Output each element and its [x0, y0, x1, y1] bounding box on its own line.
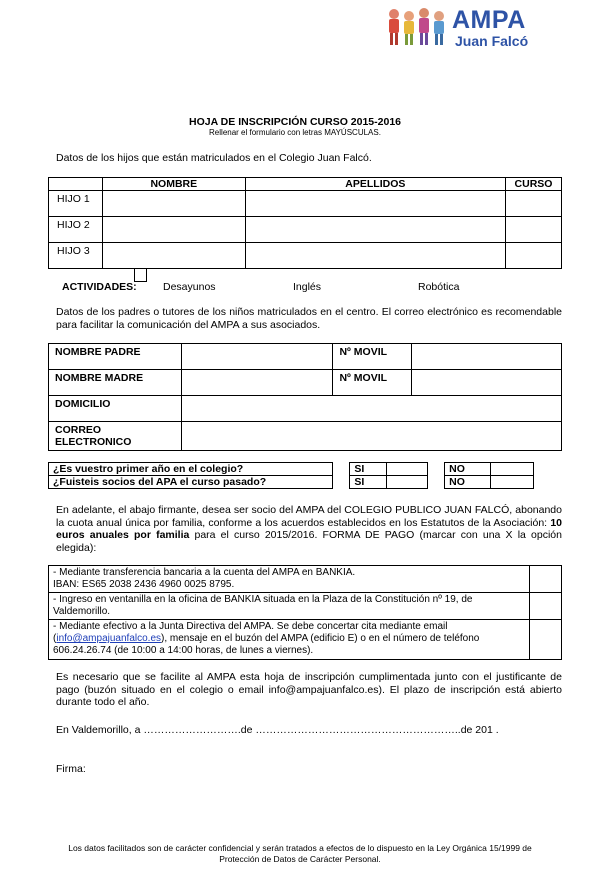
- table-row: [49, 593, 562, 620]
- answer-yes-box[interactable]: [387, 463, 428, 476]
- logo-title: AMPA: [452, 6, 526, 34]
- nombre-padre-label: NOMBRE PADRE: [49, 344, 182, 370]
- table-row: [49, 191, 562, 217]
- answer-yes-box[interactable]: [387, 476, 428, 489]
- payment-counter-check[interactable]: [530, 593, 562, 620]
- form-subtitle: Rellenar el formulario con letras MAYÚSCULAS.: [209, 128, 381, 137]
- table-row: [49, 396, 562, 422]
- form-title: HOJA DE INSCRIPCIÓN CURSO 2015-2016: [188, 116, 401, 128]
- payment-option-transfer: [49, 566, 530, 593]
- child2-apellidos-field[interactable]: [245, 217, 505, 243]
- submission-notice: Es necesario que se facilite al AMPA esta hoja de inscripción cumplimentada junto con el justificante de pago (buzón situado en el colegio o email info@ampajuanfalco.es). El plazo de inscripción está abierto durante todo el año.: [56, 671, 562, 708]
- parents-table: [48, 343, 562, 451]
- movil-madre-field[interactable]: [412, 370, 562, 396]
- movil-padre-label: Nº MOVIL: [333, 344, 412, 370]
- child1-curso-field[interactable]: [506, 191, 562, 217]
- child3-nombre-field[interactable]: [102, 243, 245, 269]
- payment-transfer-check[interactable]: [530, 566, 562, 593]
- table-row: [49, 476, 534, 489]
- children-header-apellidos: APELLIDOS: [245, 178, 505, 191]
- table-row: [49, 243, 562, 269]
- child3-curso-field[interactable]: [506, 243, 562, 269]
- child3-apellidos-field[interactable]: [245, 243, 505, 269]
- child2-nombre-field[interactable]: [102, 217, 245, 243]
- correo-label-line2: ELECTRONICO: [55, 436, 132, 448]
- table-row: [49, 463, 534, 476]
- table-row: [49, 566, 562, 593]
- activity-ingles[interactable]: Inglés: [293, 281, 322, 293]
- questions-table: [48, 462, 534, 489]
- table-row: [49, 422, 562, 451]
- children-header-curso: CURSO: [506, 178, 562, 191]
- spacer: [333, 476, 350, 489]
- privacy-footer: Los datos facilitados son de carácter confidencial y serán tratados a efectos de lo dispuesto en la Ley Orgánica 15/1999 de Protección de Datos de Carácter Personal.: [68, 843, 532, 864]
- signature-label: Firma:: [56, 763, 86, 775]
- table-row: [49, 370, 562, 396]
- membership-fee: 10 euros anuales por familia: [56, 516, 562, 541]
- payment-table: [48, 565, 562, 660]
- child1-apellidos-field[interactable]: [245, 191, 505, 217]
- child1-nombre-field[interactable]: [102, 191, 245, 217]
- question-prev-member: ¿Fuisteis socios del APA el curso pasado?: [49, 476, 333, 489]
- movil-padre-field[interactable]: [412, 344, 562, 370]
- domicilio-field[interactable]: [181, 396, 561, 422]
- children-table: [48, 177, 562, 269]
- spacer: [428, 463, 445, 476]
- domicilio-label: DOMICILIO: [49, 396, 182, 422]
- answer-yes-label: SI: [350, 476, 387, 489]
- child-row-label: HIJO 1: [49, 191, 103, 217]
- membership-text-a: En adelante, el abajo firmante, desea ser socio del AMPA del COLEGIO PUBLICO JUAN FALCÓ, abonando la cuota anual única por familia, conforme a los acuerdos establecidos en los Estatutos de la Asociación:: [56, 504, 562, 529]
- nombre-madre-field[interactable]: [181, 370, 333, 396]
- membership-text-b: para el curso 2015/2016. FORMA DE PAGO (marcar con una X la opción elegida):: [56, 529, 562, 554]
- answer-no-box[interactable]: [491, 463, 534, 476]
- activities-label: ACTIVIDADES:: [62, 281, 137, 293]
- child2-curso-field[interactable]: [506, 217, 562, 243]
- table-row: [49, 344, 562, 370]
- movil-madre-label: Nº MOVIL: [333, 370, 412, 396]
- answer-yes-label: SI: [350, 463, 387, 476]
- correo-field[interactable]: [181, 422, 561, 451]
- nombre-madre-label: NOMBRE MADRE: [49, 370, 182, 396]
- nombre-padre-field[interactable]: [181, 344, 333, 370]
- payment-option-counter: - Ingreso en ventanilla en la oficina de BANKIA situada en la Plaza de la Constitución nº 19, de Valdemorillo.: [49, 593, 530, 620]
- date-line: En Valdemorillo, a ……………………….de …………………………………………………..de 201 .: [56, 724, 499, 736]
- payment-option-cash-b: ), mensaje en el buzón del AMPA (edificio E) o en el número de teléfono 606.24.26.74 (de 10:00 a 14:00 horas, de lunes a viernes).: [53, 633, 480, 656]
- payment-option-transfer-line1: - Mediante transferencia bancaria a la cuenta del AMPA en BANKIA.: [53, 567, 356, 578]
- answer-no-label: NO: [445, 463, 491, 476]
- answer-no-box[interactable]: [491, 476, 534, 489]
- activity-desayunos[interactable]: Desayunos: [163, 281, 216, 293]
- membership-text: [56, 504, 562, 554]
- activity-checkbox[interactable]: [134, 268, 147, 282]
- parents-intro: Datos de los padres o tutores de los niños matriculados en el centro. El correo electrónico es recomendable para facilitar la comunicación del AMPA a sus asociados.: [56, 306, 562, 331]
- activity-robotica[interactable]: Robótica: [418, 281, 460, 293]
- table-row: [49, 217, 562, 243]
- payment-cash-check[interactable]: [530, 620, 562, 660]
- child-row-label: HIJO 2: [49, 217, 103, 243]
- spacer: [333, 463, 350, 476]
- payment-iban: IBAN: ES65 2038 2436 4960 0025 8795.: [53, 579, 235, 590]
- table-row: [49, 620, 562, 660]
- children-header-nombre: NOMBRE: [102, 178, 245, 191]
- question-first-year: ¿Es vuestro primer año en el colegio?: [49, 463, 333, 476]
- correo-label: [49, 422, 182, 451]
- children-intro: Datos de los hijos que están matriculados en el Colegio Juan Falcó.: [56, 152, 372, 164]
- children-header-row: [49, 178, 562, 191]
- email-link[interactable]: info@ampajuanfalco.es: [56, 633, 162, 644]
- answer-no-label: NO: [445, 476, 491, 489]
- logo-subtitle: Juan Falcó: [455, 33, 529, 49]
- spacer: [428, 476, 445, 489]
- child-row-label: HIJO 3: [49, 243, 103, 269]
- correo-label-line1: CORREO: [55, 424, 102, 436]
- payment-option-cash: [49, 620, 530, 660]
- children-header-empty: [49, 178, 103, 191]
- payment-option-cash-a: - Mediante efectivo a la Junta Directiva del AMPA. Se debe concertar cita mediante email (: [53, 621, 448, 644]
